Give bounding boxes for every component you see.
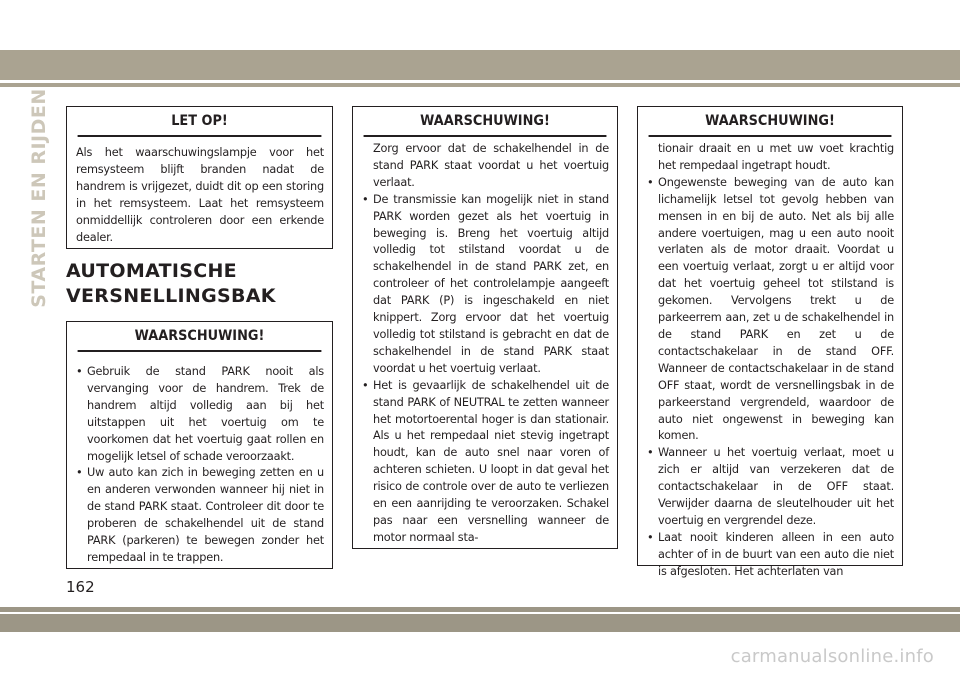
footer-rule xyxy=(0,607,960,612)
header-rule xyxy=(0,83,960,87)
list-item: • Wanneer u het voertuig verlaat, moet u zich er altijd van verzekeren dat de contactschakelaar in de OFF staat. Verwijder daarna de sleutelhouder uit het voertuig en vergrendel deze. xyxy=(647,445,894,530)
warning-box-3-continuation: tionair draait en u met uw voet krachtig het rempedaal ingetrapt houdt. xyxy=(658,142,894,172)
list-item: • Gebruik de stand PARK nooit als vervanging voor de handrem. Trek de handrem altijd volledig aan bij het uitstappen uit het voertuig om te voorkomen dat het voertuig gaat rollen en mogelijk letsel of schade veroorzaakt. xyxy=(76,364,324,465)
warning-box-1 xyxy=(66,321,333,569)
list-item: • Laat nooit kinderen alleen in een auto achter of in de buurt van een auto die niet is afgesloten. Het achterlaten van xyxy=(647,530,894,581)
list-item: • Het is gevaarlijk de schakelhendel uit de stand PARK of NEUTRAL te zetten wanneer het motortoerental hoger is dan stationair. Als u het rempedaal niet stevig ingetrapt houdt, kan de auto snel naar voren of achteren schieten. U loopt in dat geval het risico de controle over de auto te verliezen en een aanrijding te veroorzaken. Schakel pas naar een versnelling wanneer de motor normaal sta- xyxy=(362,378,609,547)
list-item: • Ongewenste beweging van de auto kan lichamelijk letsel tot gevolg hebben van mensen in en bij de auto. Net als bij alle andere voertuigen, mag u een auto nooit verlaten als de motor draait. Voordat u een voertuig verlaat, zorgt u er altijd voor dat het voertuig geheel tot stilstand is gekomen. Vervolgens trekt u de parkeerrem aan, zet u de schakelhendel in de stand PARK en zet u de contactschakelaar in de stand OFF. Wanneer de contactschakelaar in de stand OFF staat, wordt de versnellingsbak in de parkeerstand vergrendeld, waardoor de auto niet ongewenst in beweging kan komen. xyxy=(647,175,894,446)
watermark: carmanualsonline.info xyxy=(730,646,934,667)
chapter-side-tab xyxy=(24,88,54,308)
warning-box-2-continuation: Zorg ervoor dat de schakelhendel in de stand PARK staat voordat u het voertuig verlaat. xyxy=(373,142,609,189)
warning-box-3 xyxy=(637,106,903,578)
chapter-side-tab-label: STARTEN EN RIJDEN xyxy=(28,88,50,308)
section-title-line-1: AUTOMATISCHE xyxy=(66,260,237,282)
list-item: • De transmissie kan mogelijk niet in stand PARK worden gezet als het voertuig in beweging is. Breng het voertuig altijd volledig tot stilstand voordat u de schakelhendel in de stand PARK zet, en controleer of het controlelampje aangeeft dat PARK (P) is ingeschakeld en niet knippert. Zorg ervoor dat het voertuig volledig tot stilstand is gebracht en dat de schakelhendel in de stand PARK staat voordat u het voertuig verlaat. xyxy=(362,192,609,378)
caution-box-text: Als het waarschuwingslampje voor het remsysteem blijft branden nadat de handrem is vrijgezet, duidt dit op een storing in het remsysteem. Laat het remsysteem onmiddellijk controleren door een erkende dealer. xyxy=(76,146,324,244)
section-title-line-2: VERSNELLINGSBAK xyxy=(66,285,276,307)
warning-box-1-list xyxy=(76,364,324,567)
warning-box-2 xyxy=(352,106,618,549)
warning-box-2-heading: WAARSCHUWING! xyxy=(364,107,607,137)
warning-box-2-list xyxy=(362,192,609,547)
list-item: • Uw auto kan zich in beweging zetten en u en anderen verwonden wanneer hij niet in de stand PARK staat. Controleer dit door te proberen de schakelhendel uit de stand PARK (parkeren) te bewegen zonder het rempedaal in te trappen. xyxy=(76,465,324,566)
caution-box-heading: LET OP! xyxy=(78,107,322,137)
caution-box xyxy=(66,106,333,249)
header-band xyxy=(0,50,960,80)
warning-box-3-heading: WAARSCHUWING! xyxy=(649,107,892,137)
page-number: 162 xyxy=(66,578,95,596)
warning-box-3-list xyxy=(647,175,894,581)
warning-box-1-heading: WAARSCHUWING! xyxy=(78,322,322,352)
section-title xyxy=(66,259,332,309)
footer-band xyxy=(0,614,960,632)
